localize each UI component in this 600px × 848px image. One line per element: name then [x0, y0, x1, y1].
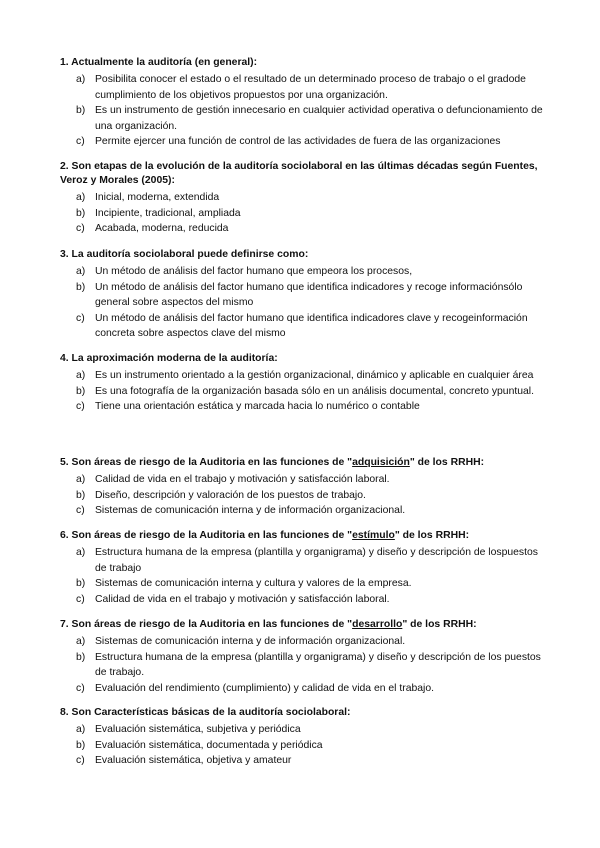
question-title: 2. Son etapas de la evolución de la auditoría sociolaboral en las últimas décadas según Fuentes, Veroz y Morales (2005):	[60, 161, 538, 186]
option-c	[60, 311, 546, 342]
question-2	[60, 160, 546, 237]
question-4	[60, 352, 546, 415]
option-c	[60, 399, 546, 415]
question-1	[60, 56, 546, 150]
option-label: b)	[76, 578, 86, 590]
option-label: c)	[76, 312, 85, 324]
option-label: b)	[76, 105, 86, 117]
title-prefix: 5. Son áreas de riesgo de la Auditoria en las funciones de "	[60, 457, 353, 468]
question-title: 3. La auditoría sociolaboral puede definirse como:	[60, 249, 309, 260]
option-b	[60, 384, 546, 400]
title-prefix: 6. Son áreas de riesgo de la Auditoria en las funciones de "	[60, 530, 353, 541]
option-text: Evaluación del rendimiento (cumplimiento) y calidad de vida en el trabajo.	[95, 682, 435, 694]
question-title	[60, 529, 546, 543]
option-label: c)	[76, 682, 85, 694]
option-text: Inicial, moderna, extendida	[95, 192, 220, 203]
option-b	[60, 280, 546, 311]
option-text: Es un instrumento orientado a la gestión organizacional, dinámico y aplicable en cualquier área	[95, 370, 534, 381]
option-list	[60, 634, 546, 696]
option-a	[60, 190, 546, 206]
option-a	[60, 72, 546, 103]
title-suffix: " de los RRHH:	[402, 619, 477, 630]
option-text: Permite ejercer una función de control de las actividades de fuera de las organizaciones	[95, 136, 501, 148]
question-title	[60, 456, 546, 470]
option-text: Calidad de vida en el trabajo y motivación y satisfacción laboral.	[95, 474, 390, 485]
option-list	[60, 472, 546, 519]
option-label: b)	[76, 651, 86, 663]
option-a	[60, 545, 546, 576]
option-label: a)	[76, 192, 86, 203]
option-text: Calidad de vida en el trabajo y motivación y satisfacción laboral.	[95, 593, 390, 605]
option-b	[60, 206, 546, 222]
option-text: Un método de análisis del factor humano que empeora los procesos,	[95, 266, 413, 277]
option-c	[60, 753, 546, 769]
option-c	[60, 134, 546, 150]
option-label: b)	[76, 739, 86, 751]
option-text: Un método de análisis del factor humano que identifica indicadores clave y recogeinformación concreta sobre aspectos clave del mismo	[95, 312, 528, 340]
option-a	[60, 368, 546, 384]
option-list	[60, 368, 546, 415]
option-text: Posibilita conocer el estado o el resultado de un determinado proceso de trabajo o el gradode cumplimiento de los objetivos propuestos por una organización.	[95, 74, 526, 101]
question-8	[60, 706, 546, 769]
option-label: a)	[76, 370, 86, 381]
option-label: c)	[76, 593, 85, 605]
option-list	[60, 545, 546, 607]
title-prefix: 7. Son áreas de riesgo de la Auditoria en las funciones de "	[60, 619, 353, 630]
title-keyword: estímulo	[352, 530, 395, 541]
question-title: 4. La aproximación moderna de la auditoría:	[60, 353, 278, 364]
question-3	[60, 248, 546, 342]
option-label: a)	[76, 636, 86, 647]
option-label: b)	[76, 207, 86, 219]
option-a	[60, 472, 546, 488]
title-suffix: " de los RRHH:	[394, 530, 470, 541]
question-6	[60, 529, 546, 607]
option-list	[60, 722, 546, 769]
option-label: b)	[76, 489, 86, 501]
option-label: c)	[76, 505, 85, 517]
option-b	[60, 738, 546, 754]
option-label: b)	[76, 281, 86, 293]
option-label: c)	[76, 223, 85, 235]
option-list	[60, 264, 546, 342]
option-a	[60, 264, 546, 280]
option-label: a)	[76, 74, 86, 85]
option-text: Es una fotografía de la organización basada sólo en un análisis documental, concreto ypuntual.	[95, 385, 535, 397]
option-label: a)	[76, 266, 86, 277]
option-text: Diseño, descripción y valoración de los puestos de trabajo.	[95, 489, 366, 501]
question-title: 8. Son Características básicas de la auditoría sociolaboral:	[60, 707, 351, 718]
question-7	[60, 618, 546, 696]
title-keyword: adquisición	[352, 457, 410, 468]
option-text: Sistemas de comunicación interna y de información organizacional.	[95, 636, 406, 647]
question-5	[60, 456, 546, 519]
option-text: Incipiente, tradicional, ampliada	[95, 207, 241, 219]
option-text: Es un instrumento de gestión innecesario en cualquier actividad operativa o defuncionamiento de una organización.	[95, 105, 543, 132]
title-keyword: desarrollo	[352, 619, 403, 630]
option-label: c)	[76, 401, 85, 413]
option-c	[60, 592, 546, 608]
option-text: Evaluación sistemática, subjetiva y periódica	[95, 724, 301, 735]
option-text: Estructura humana de la empresa (plantilla y organigrama) y diseño y descripción de lospuestos de trabajo	[95, 547, 538, 574]
option-text: Evaluación sistemática, documentada y periódica	[95, 739, 323, 751]
question-title: 1. Actualmente la auditoría (en general):	[60, 57, 258, 68]
option-text: Sistemas de comunicación interna y de información organizacional.	[95, 505, 406, 517]
option-label: a)	[76, 474, 86, 485]
option-text: Un método de análisis del factor humano que identifica indicadores y recoge informaciónsólo general sobre aspectos del mismo	[95, 281, 523, 309]
option-label: b)	[76, 385, 86, 397]
option-label: c)	[76, 755, 85, 767]
option-label: c)	[76, 136, 85, 148]
option-text: Evaluación sistemática, objetiva y amateur	[95, 755, 292, 767]
option-text: Acabada, moderna, reducida	[95, 223, 229, 235]
title-suffix: " de los RRHH:	[409, 457, 485, 468]
option-c	[60, 503, 546, 519]
option-a	[60, 722, 546, 738]
option-text: Estructura humana de la empresa (plantilla y organigrama) y diseño y descripción de los puestos de trabajo.	[95, 651, 541, 679]
option-label: a)	[76, 724, 86, 735]
option-a	[60, 634, 546, 650]
option-b	[60, 576, 546, 592]
option-label: a)	[76, 547, 86, 558]
option-c	[60, 681, 546, 697]
option-b	[60, 488, 546, 504]
option-b	[60, 650, 546, 681]
option-list	[60, 72, 546, 150]
option-list	[60, 190, 546, 237]
option-b	[60, 103, 546, 134]
question-title	[60, 618, 546, 632]
option-text: Tiene una orientación estática y marcada hacia lo numérico o contable	[95, 401, 420, 413]
option-text: Sistemas de comunicación interna y cultura y valores de la empresa.	[95, 578, 412, 590]
option-c	[60, 221, 546, 237]
